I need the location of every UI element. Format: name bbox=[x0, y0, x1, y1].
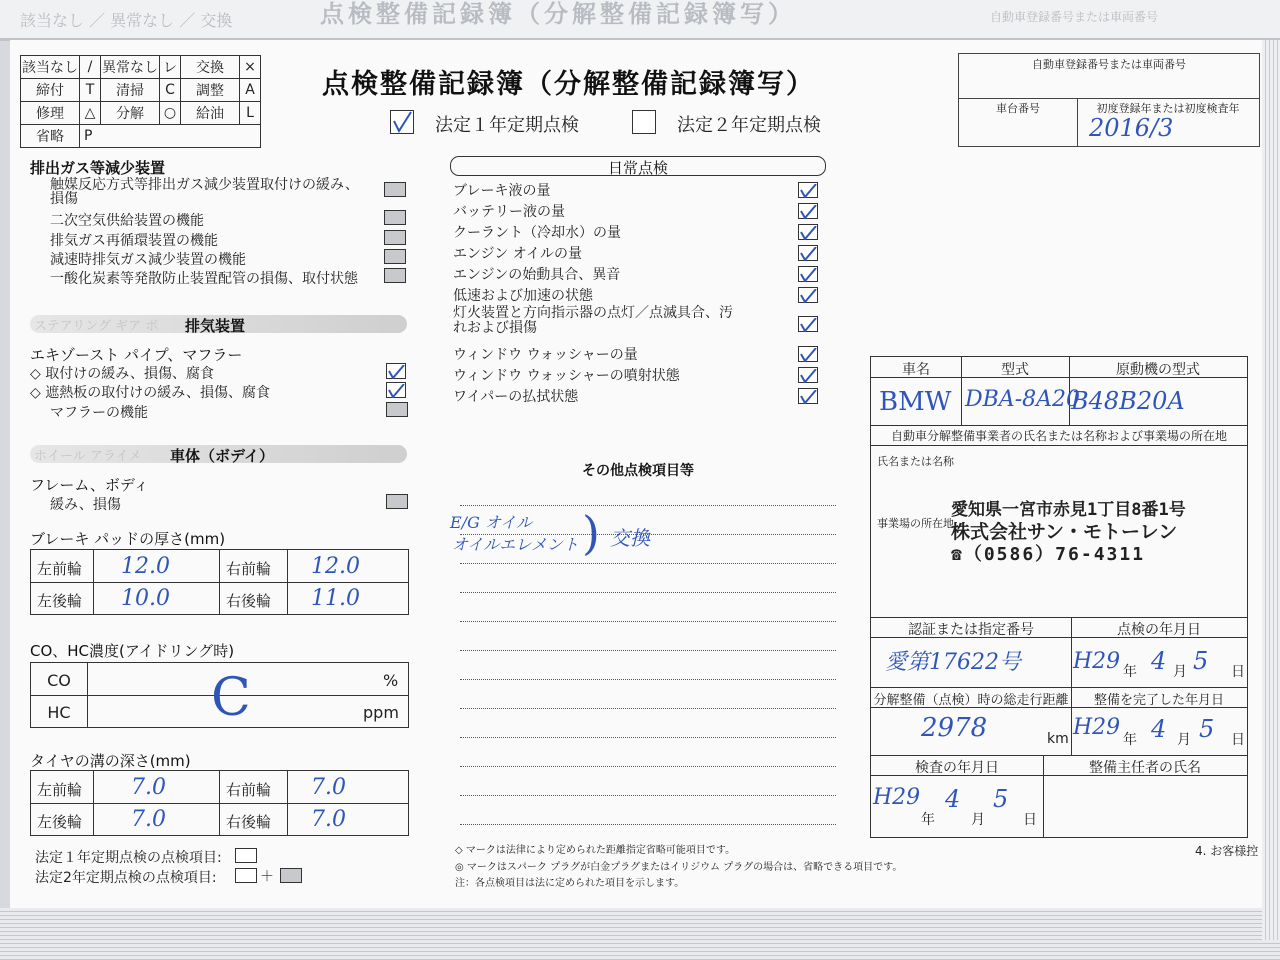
legend-biennial-box-white bbox=[235, 868, 257, 883]
hc-label: HC bbox=[47, 703, 71, 722]
daily-item-8: ウィンドウ ウォッシャーの噴射状態 bbox=[453, 368, 680, 384]
inspection-date-day: 5 bbox=[1193, 647, 1209, 675]
legend-cell: 異常なし bbox=[101, 56, 160, 79]
completion-era: H29 bbox=[1073, 715, 1121, 740]
other-note-line1: E/G オイル bbox=[450, 513, 533, 532]
legend-cell: 省略 bbox=[21, 125, 80, 148]
daily-item-6-box[interactable] bbox=[798, 316, 818, 332]
first-reg-value: 2016/3 bbox=[1089, 114, 1174, 142]
check-mark-icon bbox=[799, 247, 817, 261]
legend-cell: 修理 bbox=[21, 102, 80, 125]
legend-cell: × bbox=[240, 56, 261, 79]
other-line bbox=[460, 766, 836, 767]
daily-item-9: ワイパーの払拭状態 bbox=[453, 389, 579, 405]
tire-rr-value: 7.0 bbox=[311, 807, 346, 832]
check-date-m: 月 bbox=[971, 812, 985, 828]
completion-day: 5 bbox=[1199, 715, 1215, 743]
check-mark-icon bbox=[799, 184, 817, 198]
other-line bbox=[460, 737, 836, 738]
daily-item-6: 灯火装置と方向指示器の点灯／点滅具合、汚れおよび損傷 bbox=[453, 305, 733, 336]
tire-rl-value: 7.0 bbox=[131, 807, 166, 832]
chief-label: 整備主任者の氏名 bbox=[1089, 760, 1201, 776]
first-reg-label: 初度登録年または初度検査年 bbox=[1096, 102, 1240, 115]
tire-fr-label: 右前輪 bbox=[226, 781, 272, 799]
daily-item-0: ブレーキ液の量 bbox=[453, 183, 551, 199]
inspection-date-label: 点検の年月日 bbox=[1117, 622, 1201, 638]
tire-rl-label: 左後輪 bbox=[37, 813, 83, 831]
inspection-date-y: 年 bbox=[1123, 664, 1137, 680]
exhaust-system-ghost: ステアリング ギア ボ bbox=[34, 319, 159, 334]
legend-table bbox=[20, 55, 261, 148]
legend-annual: 法定１年定期点検の点検項目: bbox=[35, 850, 222, 866]
frame-item-box[interactable] bbox=[386, 494, 408, 509]
legend-plus: ＋ bbox=[260, 869, 274, 885]
tire-fl-label: 左前輪 bbox=[37, 781, 83, 799]
hc-unit: ppm bbox=[363, 703, 399, 722]
business-name-label: 氏名または名称 bbox=[877, 455, 954, 468]
other-line bbox=[460, 679, 836, 680]
footnote-1: ◎ マークはスパーク プラグが白金プラグまたはイリジウム プラグの場合は、省略できる項目です。 bbox=[455, 862, 903, 873]
mileage-label: 分解整備（点検）時の総走行距離 bbox=[873, 693, 1069, 708]
check-date-label: 検査の年月日 bbox=[915, 760, 999, 776]
legend-cell: P bbox=[80, 125, 261, 148]
footnote-2: 注：各点検項目は法に定められた項目を示します。 bbox=[455, 878, 685, 889]
footnote-0: ◇ マークは法律により定められた距離指定省略可能項目です。 bbox=[455, 845, 736, 856]
daily-item-0-box[interactable] bbox=[798, 182, 818, 198]
check-mark-icon bbox=[387, 365, 405, 379]
page-title: 点検整備記録簿（分解整備記録簿写） bbox=[322, 69, 815, 100]
inspection-date-era: H29 bbox=[1073, 649, 1121, 674]
check-date-d: 日 bbox=[1023, 812, 1037, 828]
exhaust-sys-item-0-box[interactable] bbox=[386, 363, 406, 379]
check-date-era: H29 bbox=[873, 785, 921, 810]
registration-box bbox=[958, 53, 1260, 147]
other-line bbox=[460, 824, 836, 825]
legend-cell: 調整 bbox=[181, 79, 240, 102]
tire-fl-value: 7.0 bbox=[131, 775, 166, 800]
other-line bbox=[460, 621, 836, 622]
legend-annual-box bbox=[235, 848, 257, 863]
exhaust-sys-item-0: ◇ 取付けの緩み、損傷、腐食 bbox=[30, 366, 215, 382]
legend-cell: / bbox=[80, 56, 101, 79]
legend-biennial-box-grey bbox=[280, 868, 302, 883]
legend-cell: △ bbox=[80, 102, 101, 125]
daily-item-7: ウィンドウ ウォッシャーの量 bbox=[453, 347, 638, 363]
other-line bbox=[460, 563, 836, 564]
certification-value: 愛第17622号 bbox=[885, 650, 1021, 675]
exhaust-sys-item-2: マフラーの機能 bbox=[50, 405, 148, 421]
completion-month: 4 bbox=[1151, 715, 1167, 743]
completion-m: 月 bbox=[1177, 732, 1191, 748]
other-note-bracket: ) bbox=[582, 506, 600, 560]
tire-table bbox=[30, 770, 409, 836]
daily-item-2: クーラント（冷却水）の量 bbox=[453, 225, 621, 241]
vehicle-model: DBA-8A20 bbox=[965, 387, 1081, 412]
inspection-record-sheet bbox=[10, 40, 1265, 908]
ghost-title: 点検整備記録簿（分解整備記録簿写） bbox=[320, 0, 796, 28]
check-mark-icon bbox=[387, 384, 405, 398]
biennial-checkbox[interactable] bbox=[632, 110, 656, 134]
certification-label: 認証または指定番号 bbox=[908, 622, 1034, 638]
check-date-day: 5 bbox=[993, 785, 1009, 813]
check-mark-icon bbox=[799, 390, 817, 404]
emission-table bbox=[30, 662, 409, 728]
other-line bbox=[460, 650, 836, 651]
co-unit: % bbox=[383, 671, 399, 690]
brake-fr-value: 12.0 bbox=[311, 554, 360, 579]
legend-cell: 該当なし bbox=[21, 56, 80, 79]
business-stamp-line3: ☎（0586）76-4311 bbox=[951, 544, 1146, 565]
annual-label: 法定１年定期点検 bbox=[435, 115, 579, 136]
vehicle-name-label: 車名 bbox=[902, 362, 930, 378]
exhaust-item-0: 触媒反応方式等排出ガス減少装置取付けの緩み、損傷 bbox=[50, 177, 359, 207]
brake-fl-label: 左前輪 bbox=[37, 560, 83, 578]
daily-item-9-box[interactable] bbox=[798, 388, 818, 404]
mileage-unit: km bbox=[1047, 731, 1069, 747]
tire-rr-label: 右後輪 bbox=[226, 813, 272, 831]
other-heading: その他点検項目等 bbox=[582, 463, 694, 479]
exhaust-item-4: 一酸化炭素等発散防止装置配管の損傷、取付状態 bbox=[50, 271, 358, 287]
exhaust-pipe-heading: エキゾースト パイプ、マフラー bbox=[30, 346, 243, 364]
check-mark-icon bbox=[391, 111, 413, 133]
exhaust-item-3-box[interactable] bbox=[384, 249, 406, 264]
exhaust-system-heading: 排気装置 bbox=[185, 317, 246, 335]
vehicle-name: BMW bbox=[879, 387, 952, 417]
body-ghost: ホイール アライメ bbox=[34, 449, 142, 464]
completion-label: 整備を完了した年月日 bbox=[1093, 693, 1224, 708]
frame-item: 緩み、損傷 bbox=[50, 497, 121, 513]
daily-item-3: エンジン オイルの量 bbox=[453, 246, 583, 262]
page-stack-right bbox=[1262, 40, 1280, 940]
daily-item-1-box[interactable] bbox=[798, 203, 818, 219]
check-mark-icon bbox=[799, 369, 817, 383]
daily-item-5-box[interactable] bbox=[798, 287, 818, 303]
brake-rl-value: 10.0 bbox=[121, 586, 170, 611]
daily-item-7-box[interactable] bbox=[798, 346, 818, 362]
inspection-date-d: 日 bbox=[1231, 664, 1245, 680]
exhaust-sys-item-1: ◇ 遮熱板の取付けの緩み、損傷、腐食 bbox=[30, 385, 271, 401]
daily-item-3-box[interactable] bbox=[798, 245, 818, 261]
brake-pad-heading: ブレーキ パッドの厚さ(mm) bbox=[30, 530, 226, 548]
legend-cell: 清掃 bbox=[101, 79, 160, 102]
exhaust-item-2-box[interactable] bbox=[384, 230, 406, 245]
check-mark-icon bbox=[799, 318, 817, 332]
exhaust-item-1-box[interactable] bbox=[384, 210, 406, 225]
check-mark-icon bbox=[799, 226, 817, 240]
check-date-y: 年 bbox=[921, 812, 935, 828]
daily-item-2-box[interactable] bbox=[798, 224, 818, 240]
legend-cell: 給油 bbox=[181, 102, 240, 125]
legend-cell: 締付 bbox=[21, 79, 80, 102]
legend-cell: C bbox=[160, 79, 181, 102]
other-note-line2: オイルエレメント bbox=[452, 535, 579, 554]
registration-header: 自動車登録番号または車両番号 bbox=[1032, 58, 1186, 71]
daily-item-4: エンジンの始動具合、異音 bbox=[453, 267, 621, 283]
brake-fr-label: 右前輪 bbox=[226, 560, 272, 578]
legend-cell: ○ bbox=[160, 102, 181, 125]
inspection-date-month: 4 bbox=[1151, 647, 1167, 675]
completion-y: 年 bbox=[1123, 732, 1137, 748]
mileage-value: 2978 bbox=[921, 713, 988, 743]
other-line bbox=[460, 795, 836, 796]
other-note-mark: 交換 bbox=[610, 526, 650, 550]
brake-rr-label: 右後輪 bbox=[226, 592, 272, 610]
inspection-date-m: 月 bbox=[1173, 664, 1187, 680]
vehicle-engine: B48B20A bbox=[1071, 387, 1185, 415]
daily-heading: 日常点検 bbox=[607, 159, 668, 177]
tire-heading: タイヤの溝の深さ(mm) bbox=[30, 752, 191, 770]
vehicle-engine-label: 原動機の型式 bbox=[1116, 362, 1200, 378]
completion-d: 日 bbox=[1231, 732, 1245, 748]
exhaust-sys-item-2-box[interactable] bbox=[386, 402, 408, 417]
exhaust-sys-item-1-box[interactable] bbox=[386, 382, 406, 398]
check-mark-icon bbox=[799, 348, 817, 362]
emission-mark: C bbox=[211, 668, 251, 728]
co-label: CO bbox=[47, 671, 71, 690]
annual-checkbox[interactable] bbox=[390, 110, 414, 134]
daily-item-1: バッテリー液の量 bbox=[453, 204, 565, 220]
other-line bbox=[460, 592, 836, 593]
check-date-month: 4 bbox=[945, 785, 961, 813]
daily-item-4-box[interactable] bbox=[798, 266, 818, 282]
daily-item-8-box[interactable] bbox=[798, 367, 818, 383]
legend-cell: T bbox=[80, 79, 101, 102]
frame-heading: フレーム、ボディ bbox=[30, 476, 149, 494]
previous-page-strip bbox=[0, 0, 1280, 41]
check-mark-icon bbox=[799, 205, 817, 219]
ghost-reg: 自動車登録番号または車両番号 bbox=[990, 10, 1159, 24]
other-line bbox=[460, 708, 836, 709]
biennial-label: 法定２年定期点検 bbox=[677, 115, 821, 136]
legend-cell: L bbox=[240, 102, 261, 125]
exhaust-item-0-box[interactable] bbox=[384, 182, 406, 197]
brake-pad-table bbox=[30, 549, 409, 615]
emission-heading: CO、HC濃度(アイドリング時) bbox=[30, 642, 235, 660]
legend-biennial: 法定2年定期点検の点検項目: bbox=[35, 870, 217, 886]
tire-fr-value: 7.0 bbox=[311, 775, 346, 800]
legend-cell: 交換 bbox=[181, 56, 240, 79]
page-stack-bottom bbox=[0, 908, 1280, 960]
brake-fl-value: 12.0 bbox=[121, 554, 170, 579]
exhaust-reduction-heading: 排出ガス等減少装置 bbox=[30, 159, 166, 177]
legend-cell: 分解 bbox=[101, 102, 160, 125]
legend-cell: A bbox=[240, 79, 261, 102]
brake-rr-value: 11.0 bbox=[311, 586, 360, 611]
other-line bbox=[460, 505, 836, 506]
copy-label: 4. お客様控 bbox=[1195, 844, 1259, 858]
business-header: 自動車分解整備事業者の氏名または名称および事業場の所在地 bbox=[890, 429, 1227, 443]
exhaust-item-1: 二次空気供給装置の機能 bbox=[50, 213, 204, 229]
vehicle-model-label: 型式 bbox=[1001, 362, 1029, 378]
check-mark-icon bbox=[799, 268, 817, 282]
chassis-label: 車台番号 bbox=[996, 102, 1040, 115]
exhaust-item-4-box[interactable] bbox=[384, 268, 406, 283]
business-place-label: 事業場の所在地 bbox=[877, 517, 954, 530]
exhaust-item-3: 減速時排気ガス減少装置の機能 bbox=[50, 252, 246, 268]
legend-cell: レ bbox=[160, 56, 181, 79]
business-stamp-line2: 株式会社サン・モトーレン bbox=[951, 521, 1178, 543]
ghost-legend: 該当なし ／ 異常なし ／ 交換 bbox=[20, 11, 233, 30]
vehicle-business-block bbox=[870, 356, 1248, 838]
exhaust-item-2: 排気ガス再循環装置の機能 bbox=[50, 233, 218, 249]
daily-item-5: 低速および加速の状態 bbox=[453, 288, 593, 304]
body-heading: 車体（ボデイ） bbox=[170, 447, 274, 465]
business-stamp-line1: 愛知県一宮市赤見1丁目8番1号 bbox=[951, 500, 1186, 520]
check-mark-icon bbox=[799, 289, 817, 303]
brake-rl-label: 左後輪 bbox=[37, 592, 83, 610]
